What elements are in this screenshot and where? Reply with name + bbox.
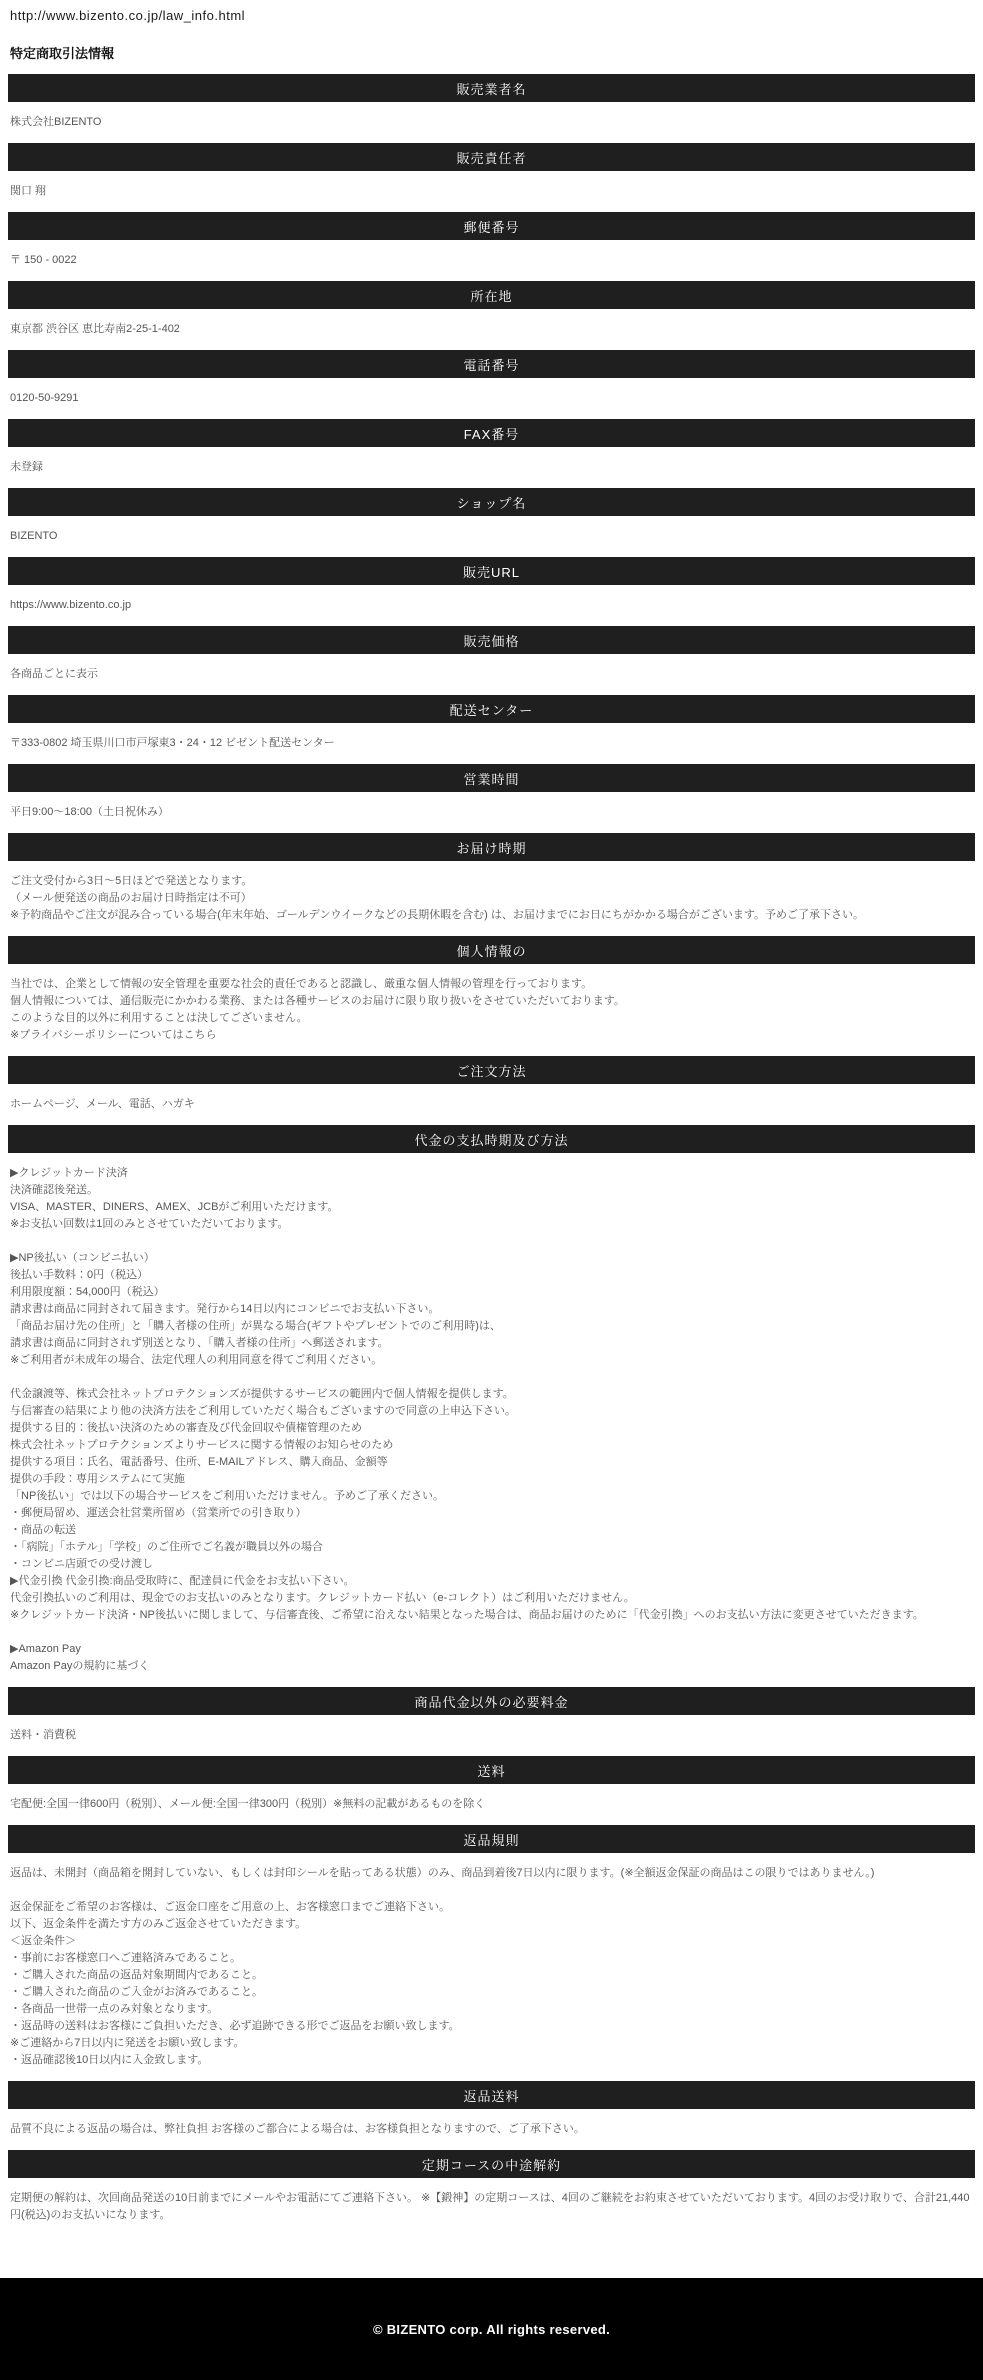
law-info-section	[0, 764, 983, 833]
section-heading-bar	[8, 350, 975, 378]
section-text-line: 定期便の解約は、次回商品発送の10日前までにメールやお電話にてご連絡下さい。 ※【鍛神】の定期コースは、4回のご継続をお約束させていただいております。4回のお受け取りで、合計21,440円(税込)のお支払いになります。	[10, 2192, 970, 2221]
section-text-line: ※お支払い回数は1回のみとさせていただいております。	[10, 1218, 289, 1230]
section-heading-label: 郵便番号	[463, 219, 520, 235]
section-body	[0, 585, 983, 626]
section-text-line: 平日9:00～18:00（土日祝休み）	[10, 806, 169, 818]
section-body	[0, 1853, 983, 2081]
law-info-section	[0, 419, 983, 488]
section-heading-bar	[8, 1756, 975, 1784]
section-heading-bar	[8, 212, 975, 240]
section-text-line: ・「病院」「ホテル」「学校」のご住所でご名義が職員以外の場合	[10, 1541, 323, 1553]
law-info-section	[0, 833, 983, 936]
section-body	[0, 2109, 983, 2150]
section-text-line: 未登録	[10, 461, 43, 473]
page-title: 特定商取引法情報	[10, 46, 115, 61]
section-body	[0, 516, 983, 557]
section-text-line: 宅配便:全国一律600円（税別）、メール便:全国一律300円（税別）※無料の記載があるものを除く	[10, 1798, 486, 1810]
section-body	[0, 1153, 983, 1687]
section-text-line: 関口 翔	[10, 185, 47, 197]
section-text-line: 代金譲渡等、株式会社ネットプロテクションズが提供するサービスの範囲内で個人情報を提供します。	[10, 1388, 514, 1400]
section-text-line: ・郵便局留め、運送会社営業所留め（営業所での引き取り）	[10, 1507, 307, 1519]
section-body	[0, 1084, 983, 1125]
section-heading-label: お届け時期	[456, 840, 527, 856]
section-text-line: 各商品ごとに表示	[10, 668, 98, 680]
section-text-line: 〒333-0802 埼玉県川口市戸塚東3・24・12 ビゼント配送センター	[10, 737, 335, 749]
section-heading-label: 送料	[477, 1763, 506, 1779]
section-text-line: ホームページ、メール、電話、ハガキ	[10, 1098, 195, 1110]
section-text-line: ※ご連絡から7日以内に発送をお願い致します。	[10, 2037, 245, 2049]
section-heading-label: 販売業者名	[456, 81, 527, 97]
section-body	[0, 964, 983, 1056]
law-info-section	[0, 1125, 983, 1687]
law-info-section	[0, 1056, 983, 1125]
copyright-text: © BIZENTO corp. All rights reserved.	[372, 2321, 611, 2337]
section-heading-bar	[8, 1687, 975, 1715]
section-heading-bar	[8, 1056, 975, 1084]
section-heading-bar	[8, 833, 975, 861]
page-footer	[0, 2278, 983, 2380]
section-text-line: ・返品確認後10日以内に入金致します。	[10, 2054, 209, 2066]
section-heading-label: 電話番号	[463, 357, 520, 373]
section-heading-label: ショップ名	[456, 495, 527, 511]
section-text-line: ＜返金条件＞	[10, 1935, 76, 1947]
section-body	[0, 447, 983, 488]
section-heading-label: 営業時間	[463, 771, 520, 787]
section-body	[0, 723, 983, 764]
section-text-line: （メール便発送の商品のお届け日時指定は不可）	[10, 892, 252, 904]
section-heading-bar	[8, 281, 975, 309]
law-info-section	[0, 557, 983, 626]
section-heading-label: FAX番号	[463, 426, 520, 442]
section-heading-bar	[8, 695, 975, 723]
section-body	[0, 378, 983, 419]
section-text-line: このような目的以外に利用することは決してございません。	[10, 1012, 308, 1024]
section-heading-label: 定期コースの中途解約	[421, 2157, 562, 2173]
section-heading-bar	[8, 1125, 975, 1153]
section-text-line: 東京都 渋谷区 恵比寿南2-25-1-402	[10, 323, 180, 335]
section-heading-bar	[8, 2081, 975, 2109]
section-text-line: 当社では、企業として情報の安全管理を重要な社会的責任であると認識し、厳重な個人情報の管理を行っております。	[10, 978, 593, 990]
section-text-line: ▶クレジットカード決済	[10, 1167, 128, 1179]
section-text-line: 0120-50-9291	[10, 392, 79, 404]
section-body	[0, 1715, 983, 1756]
section-heading-bar	[8, 1825, 975, 1853]
section-text-line: 株式会社ネットプロテクションズよりサービスに関する情報のお知らせのため	[10, 1439, 394, 1451]
section-text-line: 送料・消費税	[10, 1729, 76, 1741]
section-text-line: 提供の手段：専用システムにて実施	[10, 1473, 185, 1485]
section-body	[0, 654, 983, 695]
section-text-line: 提供する項目：氏名、電話番号、住所、E-MAILアドレス、購入商品、金額等	[10, 1456, 388, 1468]
section-text-line: ・コンビニ店頭での受け渡し	[10, 1558, 153, 1570]
section-text-line: https://www.bizento.co.jp	[10, 599, 132, 611]
section-text-line: ・返品時の送料はお客様にご負担いただき、必ず追跡できる形でご返品をお願い致します。	[10, 2020, 460, 2032]
law-info-section	[0, 1687, 983, 1756]
section-heading-label: 返品送料	[463, 2088, 520, 2104]
section-heading-label: 返品規則	[463, 1832, 520, 1848]
section-text-line: 「NP後払い」では以下の場合サービスをご利用いただけません。予めご了承ください。	[10, 1490, 444, 1502]
section-text-line: ご注文受付から3日～5日ほどで発送となります。	[10, 875, 253, 887]
section-text-line: ・商品の転送	[10, 1524, 76, 1536]
section-text-line: 請求書は商品に同封されず別送となり、「購入者様の住所」へ郵送されます。	[10, 1337, 389, 1349]
section-text-line: VISA、MASTER、DINERS、AMEX、JCBがご利用いただけます。	[10, 1201, 339, 1213]
section-text-line: ▶代金引換 代金引換:商品受取時に、配達員に代金をお支払い下さい。	[10, 1575, 355, 1587]
section-text-line: 与信審査の結果により他の決済方法をご利用していただく場合もございますので同意の上申込下さい。	[10, 1405, 516, 1417]
law-info-section	[0, 936, 983, 1056]
law-info-section	[0, 143, 983, 212]
section-text-line: 返金保証をご希望のお客様は、ご返金口座をご用意の上、お客様窓口までご連絡下さい。	[10, 1901, 450, 1913]
section-text-line: 個人情報については、通信販売にかかわる業務、または各種サービスのお届けに限り取り扱いをさせていただいております。	[10, 995, 625, 1007]
section-body	[0, 102, 983, 143]
section-heading-bar	[8, 143, 975, 171]
section-text-line: ▶NP後払い（コンビニ払い）	[10, 1252, 155, 1264]
section-heading-label: 商品代金以外の必要料金	[414, 1694, 569, 1710]
section-body	[0, 171, 983, 212]
law-info-section	[0, 74, 983, 143]
section-text-line: ・ご購入された商品のご入金がお済みであること。	[10, 1986, 263, 1998]
law-info-section	[0, 350, 983, 419]
section-text-line: 以下、返金条件を満たす方のみご返金させていただきます。	[10, 1918, 307, 1930]
section-body	[0, 2178, 983, 2236]
section-heading-bar	[8, 557, 975, 585]
section-text-line	[10, 1233, 975, 1250]
section-body	[0, 240, 983, 281]
section-heading-label: 販売価格	[463, 633, 520, 649]
section-heading-label: 販売責任者	[456, 150, 527, 166]
section-heading-bar	[8, 764, 975, 792]
section-text-line: ※ご利用者が未成年の場合、法定代理人の利用同意を得てご利用ください。	[10, 1354, 383, 1366]
section-heading-label: 代金の支払時期及び方法	[414, 1132, 569, 1148]
section-heading-bar	[8, 2150, 975, 2178]
section-text-line: 提供する目的：後払い決済のための審査及び代金回収や債権管理のため	[10, 1422, 362, 1434]
section-text-line: ※クレジットカード決済・NP後払いに関しまして、与信審査後、ご希望に沿えない結果となった場合は、商品お届けのために「代金引換」へのお支払い方法に変更させていただきます。	[10, 1609, 924, 1621]
section-heading-bar	[8, 419, 975, 447]
section-text-line: 品質不良による返品の場合は、弊社負担 お客様のご都合による場合は、お客様負担となりますので、ご了承下さい。	[10, 2123, 585, 2135]
section-text-line: ・ご購入された商品の返品対象期間内であること。	[10, 1969, 263, 1981]
section-heading-bar	[8, 936, 975, 964]
section-heading-label: ご注文方法	[456, 1063, 527, 1079]
section-heading-label: 所在地	[470, 288, 513, 304]
law-info-section	[0, 2081, 983, 2150]
section-heading-label: 配送センター	[449, 702, 534, 718]
section-text-line: ・各商品一世帯一点のみ対象となります。	[10, 2003, 219, 2015]
section-heading-bar	[8, 74, 975, 102]
section-text-line: 利用限度額：54,000円（税込）	[10, 1286, 165, 1298]
section-body	[0, 309, 983, 350]
section-text-line: ▶Amazon Pay	[10, 1643, 81, 1655]
page-url-text: http://www.bizento.co.jp/law_info.html	[10, 8, 246, 23]
law-info-section	[0, 1756, 983, 1825]
section-text-line: ※予約商品やご注文が混み合っている場合(年末年始、ゴールデンウイークなどの長期休暇を含む) は、お届けまでにお日にちがかかる場合がございます。予めご了承下さい。	[10, 909, 864, 921]
law-info-section	[0, 281, 983, 350]
section-heading-bar	[8, 488, 975, 516]
law-info-section	[0, 2150, 983, 2236]
section-heading-label: 販売URL	[462, 564, 520, 580]
law-info-section	[0, 212, 983, 281]
section-heading-bar	[8, 626, 975, 654]
section-text-line: 返品は、未開封（商品箱を開封していない、もしくは封印シールを貼ってある状態）のみ、商品到着後7日以内に限ります。(※全額返金保証の商品はこの限りではありません。)	[10, 1867, 875, 1879]
section-text-line: 「商品お届け先の住所」と「購入者様の住所」が異なる場合(ギフトやプレゼントでのご利用時)は、	[10, 1320, 501, 1332]
section-text-line: 請求書は商品に同封されて届きます。発行から14日以内にコンビニでお支払い下さい。	[10, 1303, 440, 1315]
section-text-line: Amazon Payの規約に基づく	[10, 1660, 150, 1672]
section-text-line: 株式会社BIZENTO	[10, 116, 102, 128]
section-text-line	[10, 1624, 975, 1641]
law-info-sections	[0, 74, 983, 2236]
law-info-section	[0, 626, 983, 695]
section-text-line: 代金引換払いのご利用は、現金でのお支払いのみとなります。クレジットカード払い（e-コレクト）はご利用いただけません。	[10, 1592, 635, 1604]
section-body	[0, 861, 983, 936]
section-text-line: 後払い手数料：0円（税込）	[10, 1269, 149, 1281]
section-text-line: ※プライバシーポリシーについてはこちら	[10, 1029, 217, 1041]
law-info-section	[0, 1825, 983, 2081]
section-text-line	[10, 1882, 975, 1899]
section-text-line: ・事前にお客様窓口へご連絡済みであること。	[10, 1952, 241, 1964]
law-info-section	[0, 695, 983, 764]
law-info-section	[0, 488, 983, 557]
section-text-line	[10, 1369, 975, 1386]
section-text-line: 決済確認後発送。	[10, 1184, 98, 1196]
section-body	[0, 1784, 983, 1825]
section-text-line: BIZENTO	[10, 530, 58, 542]
section-body	[0, 792, 983, 833]
section-text-line: 〒 150 - 0022	[10, 254, 77, 266]
section-heading-label: 個人情報の	[456, 943, 527, 959]
